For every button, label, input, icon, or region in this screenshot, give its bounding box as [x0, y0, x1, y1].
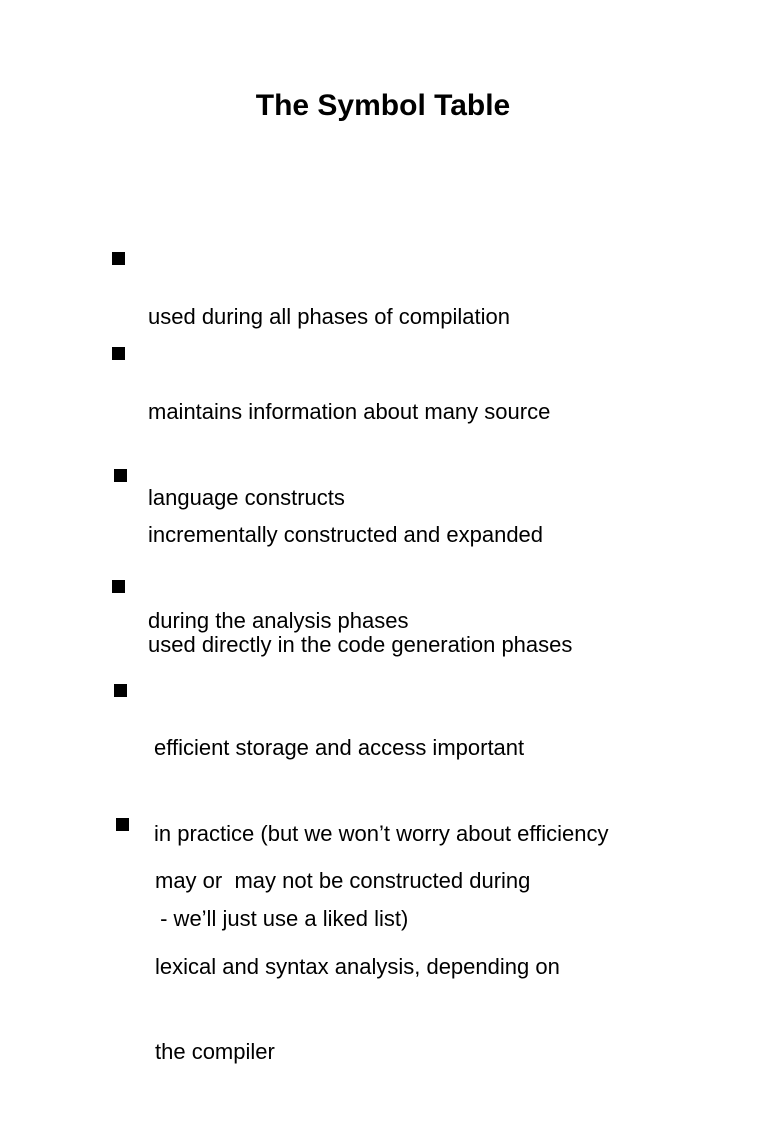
bullet-line: used directly in the code generation phases: [148, 632, 573, 657]
page-title: The Symbol Table: [255, 89, 511, 122]
bullet-line: the compiler: [155, 1039, 275, 1064]
bullet-line: during the analysis phases: [148, 607, 409, 633]
bullet-line: lexical and syntax analysis, depending on: [155, 953, 560, 979]
square-bullet-icon: [112, 347, 125, 360]
bullet-line: in practice (but we won’t worry about efficiency: [154, 820, 609, 846]
bullet-line: - we’ll just use a liked list): [154, 906, 409, 931]
square-bullet-icon: [116, 818, 129, 831]
bullet-line: efficient storage and access important: [154, 735, 525, 760]
square-bullet-icon: [112, 580, 125, 593]
bullet-text: [155, 810, 560, 1124]
bullet-line: may or may not be constructed during: [155, 868, 531, 893]
square-bullet-icon: [112, 252, 125, 265]
bullet-line: language constructs: [148, 484, 345, 510]
bullet-line: maintains information about many source: [148, 399, 551, 424]
bullet-line: used during all phases of compilation: [148, 304, 511, 329]
bullet-line: incrementally constructed and expanded: [148, 522, 544, 547]
square-bullet-icon: [114, 684, 127, 697]
square-bullet-icon: [114, 469, 127, 482]
